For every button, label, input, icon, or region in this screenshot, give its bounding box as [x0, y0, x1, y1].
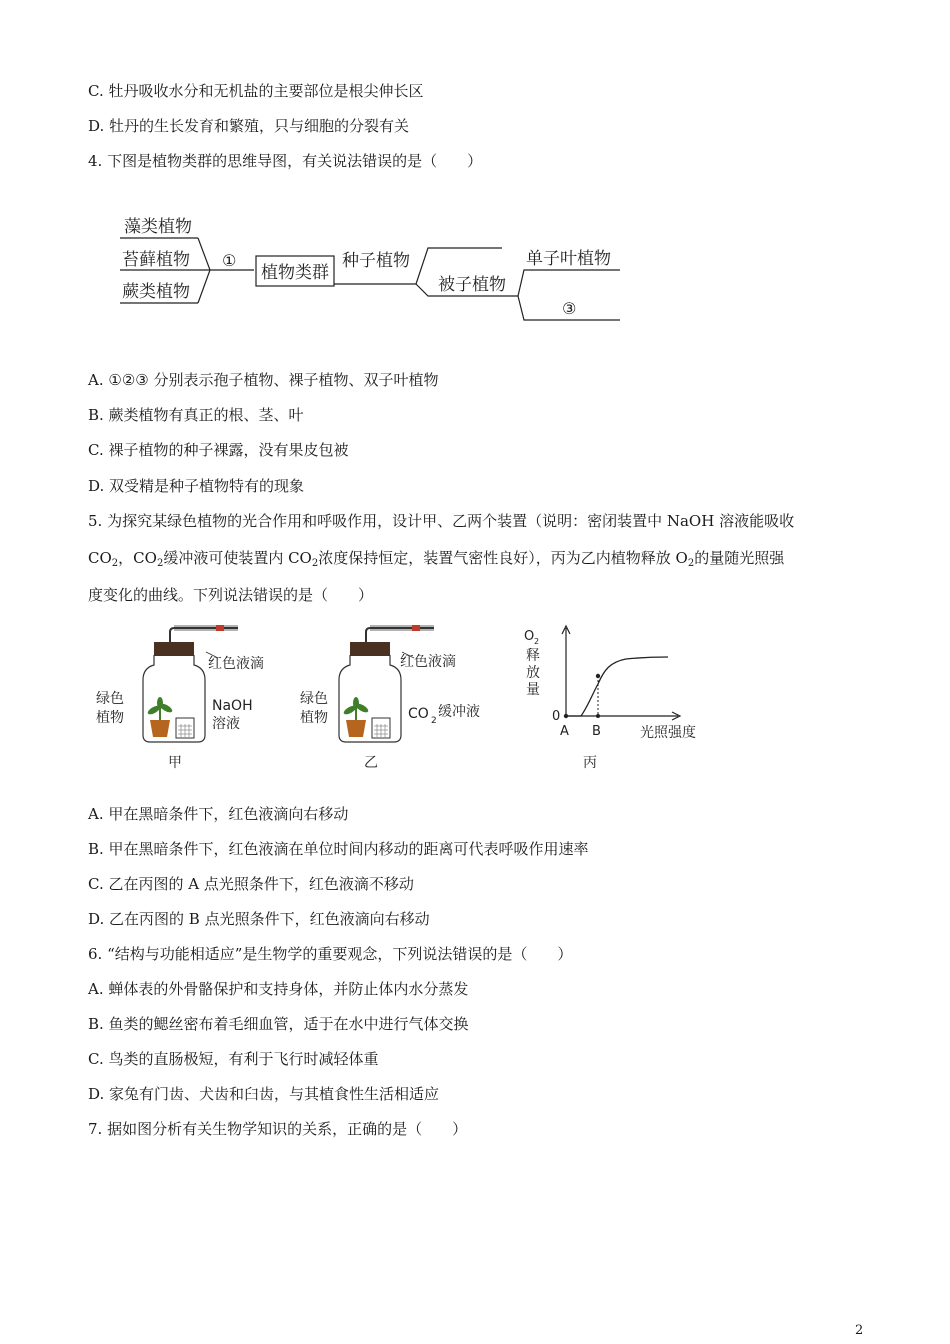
q5-option-d: D. 乙在丙图的 B 点光照条件下，红色液滴向右移动 — [88, 910, 430, 928]
label-green-1-jia: 绿色 — [96, 691, 124, 707]
q5-stem-line3: 度变化的曲线。下列说法错误的是（ ） — [88, 586, 374, 604]
label-naoh-2: 溶液 — [212, 716, 240, 732]
q6-option-c: C. 鸟类的直肠极短，有利于飞行时减轻体重 — [88, 1050, 379, 1068]
algae-label: 藻类植物 — [124, 217, 192, 237]
center-label: 植物类群 — [261, 263, 329, 283]
q7-stem: 7. 据如图分析有关生物学知识的关系，正确的是（ ） — [88, 1120, 468, 1138]
q3-option-c: C. 牡丹吸收水分和无机盐的主要部位是根尖伸长区 — [88, 82, 424, 100]
seed-plants-label: 种子植物 — [342, 251, 410, 271]
q6-option-d: D. 家兔有门齿、犬齿和臼齿，与其植食性生活相适应 — [88, 1085, 440, 1103]
apparatus-yi — [300, 625, 480, 771]
label-jia: 甲 — [168, 755, 182, 771]
origin-label: 0 — [552, 709, 561, 724]
q4-option-a: A. ①②③ 分别表示孢子植物、裸子植物、双子叶植物 — [88, 371, 439, 389]
q4-option-b: B. 蕨类植物有真正的根、茎、叶 — [88, 406, 304, 424]
label-red-drop-jia: 红色液滴 — [208, 656, 264, 672]
q4-option-d: D. 双受精是种子植物特有的现象 — [88, 477, 305, 495]
y-label-o2: O — [524, 629, 535, 644]
stopper — [154, 642, 194, 656]
label-naoh-1: NaOH — [212, 698, 253, 714]
fern-label: 蕨类植物 — [122, 282, 190, 302]
point-b-label: B — [592, 724, 601, 739]
y-label-3: 量 — [526, 682, 540, 698]
label-bing: 丙 — [583, 755, 597, 771]
experiment-figures — [88, 620, 718, 775]
graph-bing — [524, 626, 696, 771]
mark-1: ① — [222, 251, 237, 270]
label-buffer: 缓冲液 — [438, 704, 480, 720]
y-label-1: 释 — [526, 648, 540, 664]
q5-stem-line1: 5. 为探究某绿色植物的光合作用和呼吸作用，设计甲、乙两个装置（说明：密闭装置中 NaOH 溶液能吸收 — [88, 512, 795, 530]
stopper — [350, 642, 390, 656]
q5-option-c: C. 乙在丙图的 A 点光照条件下，红色液滴不移动 — [88, 875, 414, 893]
pot-icon — [150, 720, 170, 737]
o2-curve — [566, 657, 668, 716]
q6-stem: 6. “结构与功能相适应”是生物学的重要观念，下列说法错误的是（ ） — [88, 945, 573, 963]
q3-option-d: D. 牡丹的生长发育和繁殖，只与细胞的分裂有关 — [88, 117, 410, 135]
q5-option-a: A. 甲在黑暗条件下，红色液滴向右移动 — [88, 805, 349, 823]
page-number: 2 — [855, 1323, 864, 1338]
point-a-label: A — [560, 724, 569, 739]
y-label-o2-sub: 2 — [534, 637, 540, 646]
apparatus-jia — [96, 625, 264, 771]
x-axis-label: 光照强度 — [640, 725, 696, 741]
red-drop-icon — [216, 625, 224, 631]
q6-option-a: A. 蝉体表的外骨骼保护和支持身体，并防止体内水分蒸发 — [88, 980, 469, 998]
monocot-label: 单子叶植物 — [526, 249, 611, 269]
q4-stem: 4. 下图是植物类群的思维导图，有关说法错误的是（ ） — [88, 152, 483, 170]
pot-icon — [346, 720, 366, 737]
label-red-drop-yi: 红色液滴 — [400, 654, 456, 670]
q5-stem-line2: $CO_2$，$CO_2$缓冲液可使装置内 $CO_2$浓度保持恒定，装置气密性良好），丙为乙内植物释放 $O_2$的量随光照强 — [88, 549, 785, 569]
angiosperms-label: 被子植物 — [438, 275, 506, 295]
red-drop-icon — [412, 625, 420, 631]
plant-groups-mind-map — [112, 208, 632, 333]
label-green-1-yi: 绿色 — [300, 691, 328, 707]
label-co2-sub: 2 — [431, 716, 437, 726]
moss-label: 苔藓植物 — [122, 250, 190, 270]
q5-option-b: B. 甲在黑暗条件下，红色液滴在单位时间内移动的距离可代表呼吸作用速率 — [88, 840, 589, 858]
y-label-2: 放 — [526, 665, 540, 681]
mark-3: ③ — [562, 299, 577, 318]
label-green-2-jia: 植物 — [96, 710, 124, 726]
q4-option-c: C. 裸子植物的种子裸露，没有果皮包被 — [88, 441, 349, 459]
label-co2: CO — [408, 706, 429, 722]
q6-option-b: B. 鱼类的鳃丝密布着毛细血管，适于在水中进行气体交换 — [88, 1015, 469, 1033]
label-green-2-yi: 植物 — [300, 710, 328, 726]
label-yi: 乙 — [364, 755, 378, 771]
